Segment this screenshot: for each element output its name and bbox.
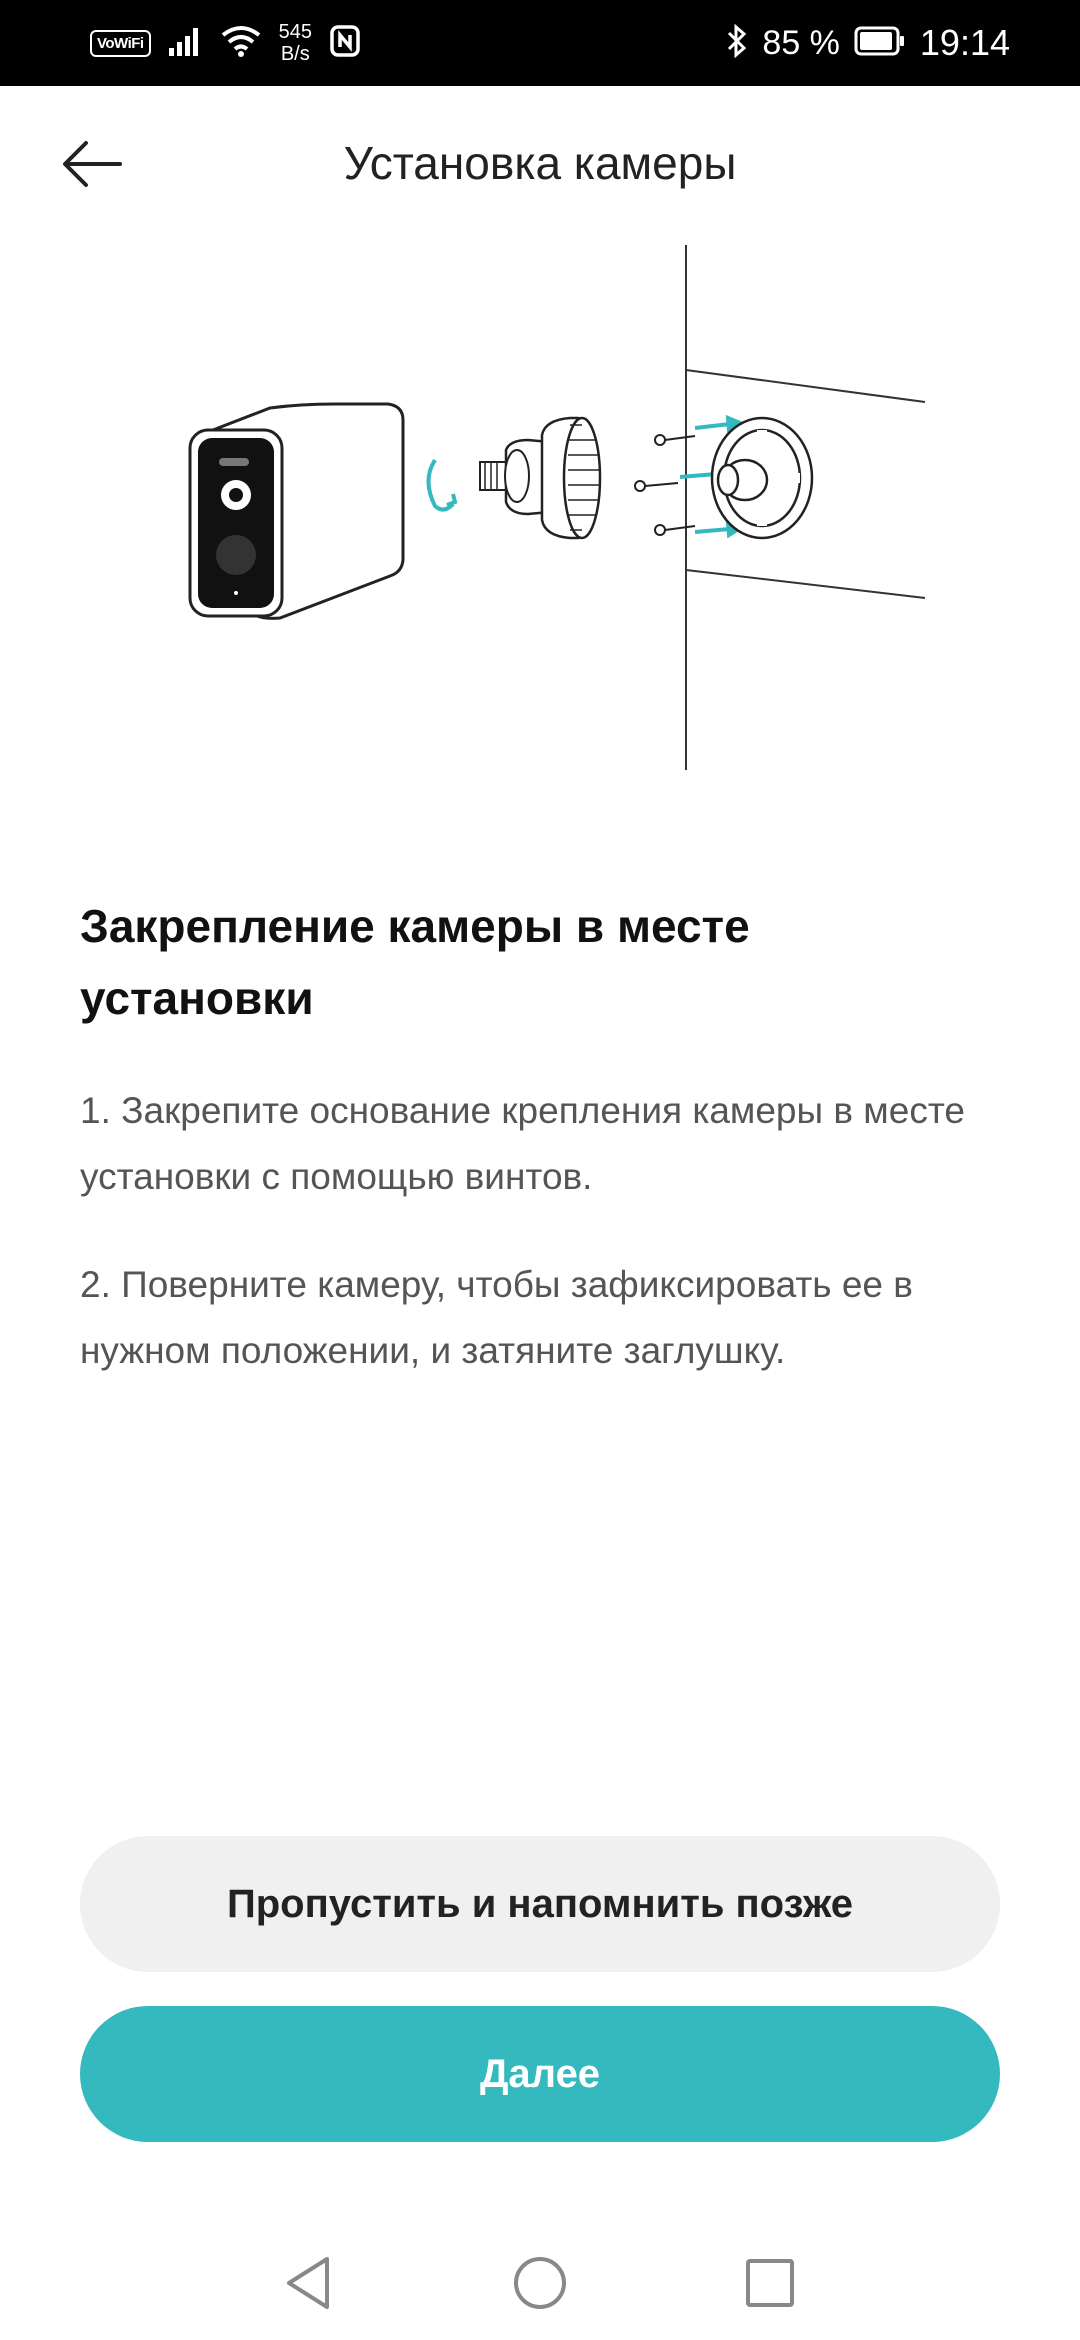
skip-button[interactable]: Пропустить и напомнить позже <box>80 1836 1000 1972</box>
page-title: Установка камеры <box>343 137 737 189</box>
signal-icon <box>169 26 203 61</box>
nav-back-button[interactable] <box>273 2250 343 2320</box>
speed-value: 545 <box>278 21 312 43</box>
home-circle-icon[interactable] <box>512 2255 568 2316</box>
next-button[interactable]: Далее <box>80 2006 1000 2142</box>
mount-icon <box>480 418 600 538</box>
network-speed <box>279 21 312 65</box>
camera-icon <box>190 404 403 618</box>
nfc-icon <box>330 25 360 62</box>
nav-home-button[interactable] <box>505 2250 575 2320</box>
battery-percent: 85 % <box>762 23 840 62</box>
nav-recents-button[interactable] <box>735 2250 805 2320</box>
bracket-icon <box>712 418 812 538</box>
status-right <box>726 0 1010 86</box>
status-bar <box>0 0 1080 86</box>
status-left <box>90 0 360 86</box>
system-nav-bar <box>0 2220 1080 2340</box>
vowifi-badge: VoWiFi <box>90 30 151 57</box>
mounting-illustration <box>150 240 950 780</box>
clock: 19:14 <box>919 22 1010 63</box>
bluetooth-icon <box>726 24 748 63</box>
back-triangle-icon[interactable] <box>283 2255 333 2316</box>
step-2-text: 2. Поверните камеру, чтобы зафиксировать ее в нужном положении, и затяните заглушку. <box>80 1264 913 1371</box>
wifi-icon <box>221 25 261 62</box>
recents-square-icon[interactable] <box>744 2257 796 2314</box>
header <box>0 86 1080 246</box>
battery-icon <box>854 26 906 61</box>
speed-unit: B/s <box>280 43 310 65</box>
section-title: Закрепление камеры в месте установки <box>80 900 750 1024</box>
step-1-text: 1. Закрепите основание крепления камеры в месте установки с помощью винтов. <box>80 1090 965 1197</box>
